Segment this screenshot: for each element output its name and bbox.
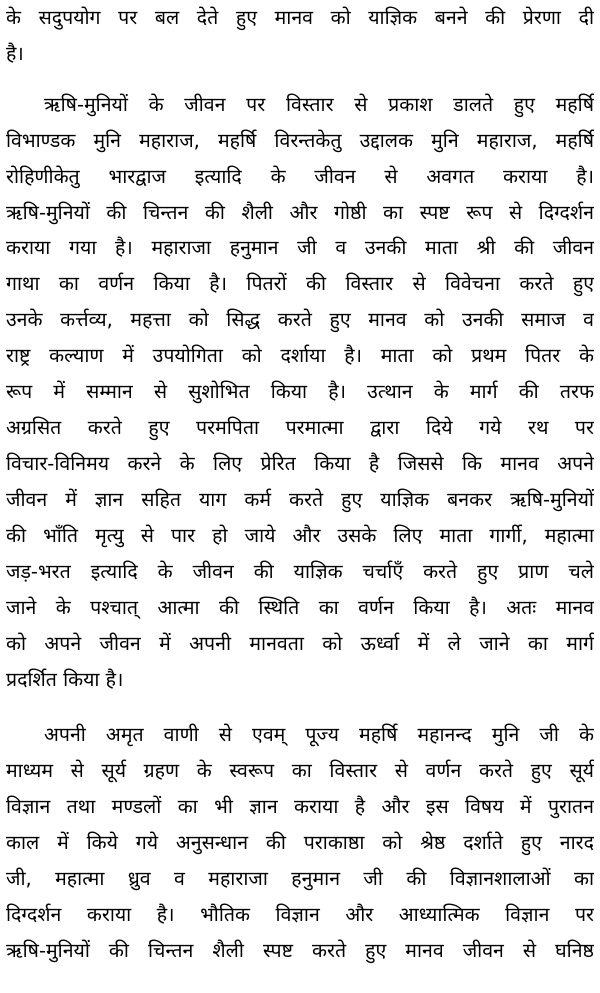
text-line-8: गाथा का वर्णन किया है। पितरों की विस्तार से विवेचना करते हुए bbox=[6, 272, 594, 295]
text-line-5: रोहिणीकेतु भारद्वाज इत्यादि के जीवन से अवगत कराया है। bbox=[6, 165, 594, 188]
paragraph-2-line-1: ऋषि-मुनियों के जीवन पर विस्तार से प्रकाश डालते हुए महर्षि bbox=[44, 93, 594, 116]
text-line-12: अग्रसित करते हुए परमपिता परमात्मा द्वारा दिये गये रथ पर bbox=[6, 416, 594, 439]
text-line-19: प्रदर्शित किया है। bbox=[6, 668, 124, 691]
text-line-21: माध्यम से सूर्य ग्रहण के स्वरूप का विस्तार से वर्णन करते हुए सूर्य bbox=[6, 759, 594, 782]
text-line-24: जी, महात्मा ध्रुव व महाराजा हनुमान जी की विज्ञानशालाओं का bbox=[6, 867, 594, 890]
paragraph-3-line-1: अपनी अमृत वाणी से एवम् पूज्य महर्षि महानन्द मुनि जी के bbox=[44, 723, 594, 746]
text-line-15: की भाँति मृत्यु से पार हो जाये और उसके लिए माता गार्गी, महात्मा bbox=[6, 524, 594, 547]
text-line-1: के सदुपयोग पर बल देते हुए मानव को याज्ञिक बनने की प्रेरणा दी bbox=[6, 6, 594, 29]
text-line-7: कराया गया है। महाराजा हनुमान जी व उनकी माता श्री की जीवन bbox=[6, 236, 594, 259]
text-line-23: काल में किये गये अनुसन्धान की पराकाष्ठा को श्रेष्ठ दर्शाते हुए नारद bbox=[6, 831, 594, 854]
text-line-26: ऋषि-मुनियों की चिन्तन शैली स्पष्ट करते हुए मानव जीवन से घनिष्ठ bbox=[6, 939, 594, 962]
text-line-22: विज्ञान तथा मण्डलों का भी ज्ञान कराया है और इस विषय में पुरातन bbox=[6, 795, 594, 818]
text-line-16: जड़-भरत इत्यादि के जीवन की याज्ञिक चर्चाएँ करते हुए प्राण चले bbox=[6, 560, 594, 583]
text-line-4: विभाण्डक मुनि महाराज, महर्षि विरन्तकेतु उद्दालक मुनि महाराज, महर्षि bbox=[6, 129, 594, 152]
text-line-2: है। bbox=[6, 42, 24, 65]
text-line-25: दिग्दर्शन कराया है। भौतिक विज्ञान और आध्यात्मिक विज्ञान पर bbox=[6, 903, 594, 926]
text-line-6: ऋषि-मुनियों की चिन्तन की शैली और गोष्ठी का स्पष्ट रूप से दिग्दर्शन bbox=[6, 201, 594, 224]
text-line-18: को अपने जीवन में अपनी मानवता को ऊर्ध्वा में ले जाने का मार्ग bbox=[6, 632, 594, 655]
text-line-9: उनके कर्त्तव्य, महत्ता को सिद्ध करते हुए मानव को उनकी समाज व bbox=[6, 308, 594, 331]
text-line-11: रूप में सम्मान से सुशोभित किया है। उत्थान के मार्ग की तरफ bbox=[6, 380, 594, 403]
text-line-14: जीवन में ज्ञान सहित याग कर्म करते हुए याज्ञिक बनकर ऋषि-मुनियों bbox=[6, 488, 594, 511]
text-line-13: विचार-विनिमय करने के लिए प्रेरित किया है जिससे कि मानव अपने bbox=[6, 452, 594, 475]
text-line-10: राष्ट्र कल्याण में उपयोगिता को दर्शाया है। माता को प्रथम पितर के bbox=[6, 344, 594, 367]
text-line-17: जाने के पश्चात् आत्मा की स्थिति का वर्णन किया है। अतः मानव bbox=[6, 596, 594, 619]
